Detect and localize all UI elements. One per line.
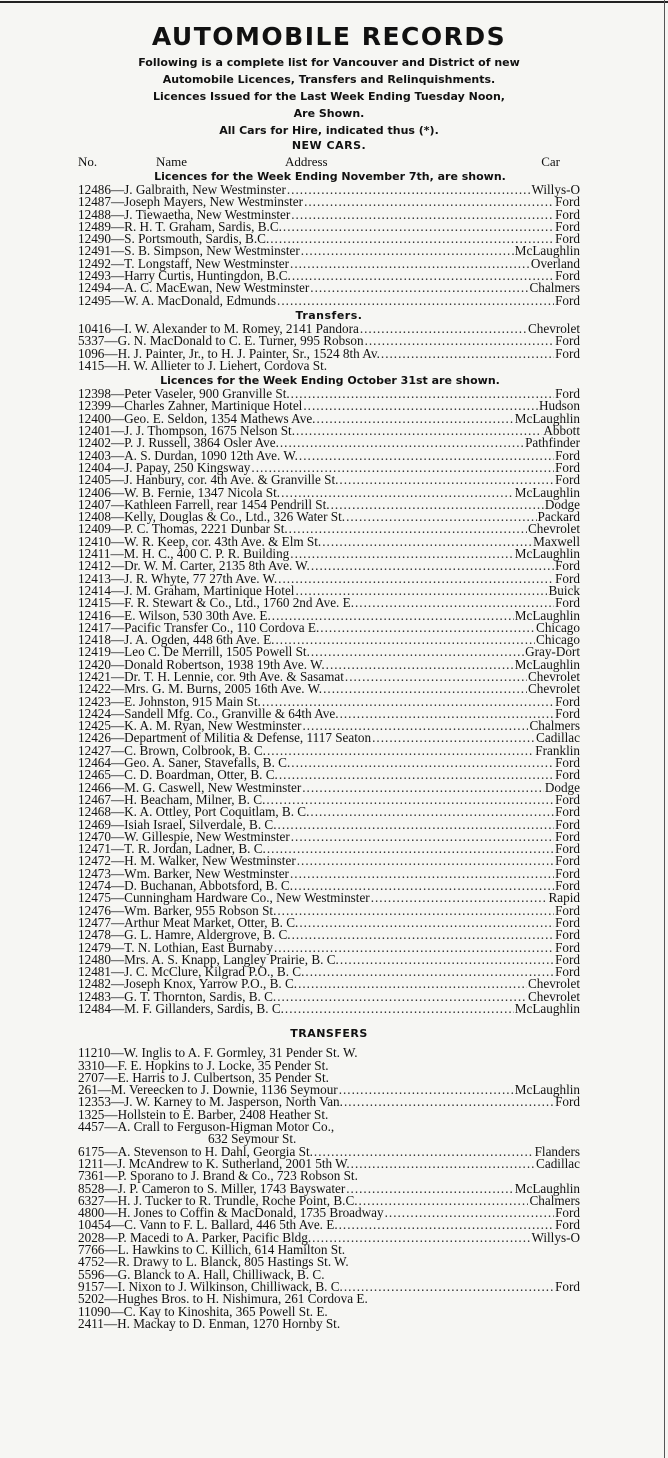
entry-car: Flanders xyxy=(534,1143,580,1159)
entry-text: 5202—Hughes Bros. to H. Nishimura, 261 Cordova E. xyxy=(78,1291,368,1307)
leader-dots xyxy=(283,221,554,233)
leader-dots xyxy=(340,954,554,966)
entry-car: Ford xyxy=(555,1094,580,1110)
leader-dots xyxy=(287,184,531,196)
entry-text: 12406—W. B. Fernie, 1347 Nicola St. xyxy=(78,484,281,500)
entry-text: 1211—J. McAndrew to K. Sutherland, 2001 5th W. xyxy=(78,1155,350,1171)
entry-car: Ford xyxy=(555,828,580,844)
col-name: Name xyxy=(156,154,188,169)
entry-text: 12464—Geo. A. Saner, Stavefalls, B. C. xyxy=(78,755,291,771)
entry-car: Chicago xyxy=(536,619,580,635)
entry-car: Buick xyxy=(548,582,580,598)
entry-text: 12493—Harry Curtis, Huntingdon, B.C. xyxy=(78,268,291,284)
leader-dots xyxy=(310,282,528,294)
leader-dots xyxy=(365,335,555,347)
entry-text: 12466—M. G. Caswell, New Westminster xyxy=(78,779,302,795)
intro-line: Following is a complete list for Vancouver and District of new xyxy=(138,56,520,69)
entry-car: Ford xyxy=(555,1278,580,1294)
entry-text: 12415—F. R. Stewart & Co., Ltd., 1760 2nd Ave. E. xyxy=(78,595,354,611)
week-oct31-heading: Licences for the Week Ending October 31st are shown. xyxy=(160,374,500,388)
entry-car: Ford xyxy=(555,755,580,771)
entry-text: 12494—A. C. MacEwan, New Westminster xyxy=(78,280,310,296)
leader-dots xyxy=(266,794,554,806)
leader-dots xyxy=(305,966,554,978)
intro-line: Automobile Licences, Transfers and Relinquishments. xyxy=(162,73,496,86)
entry-text: 12475—Cunningham Hardware Co., New Westminster xyxy=(78,890,370,906)
entry-text: 12424—Sandell Mfg. Co., Granville & 64th Ave. xyxy=(78,705,339,721)
entry-car: Ford xyxy=(555,939,580,955)
entry-car: McLaughlin xyxy=(514,243,580,259)
entry-text: 11090—C. Kay to Kinoshita, 365 Powell St. E. xyxy=(78,1303,328,1319)
entry-text: 12419—Leo C. De Merrill, 1505 Powell St. xyxy=(78,644,310,660)
entry-text: 12480—Mrs. A. S. Knapp, Langley Prairie, B. C. xyxy=(78,951,339,967)
entry-car: McLaughlin xyxy=(514,546,580,562)
entry-text: 4752—R. Drawy to L. Blanck, 805 Hastings St. W. xyxy=(78,1254,349,1270)
leader-dots xyxy=(351,1158,535,1170)
entry-car: Gray-Dort xyxy=(525,644,580,660)
list-item xyxy=(78,292,580,308)
leader-dots xyxy=(345,671,527,683)
entry-car: Chevrolet xyxy=(527,681,580,697)
list-item xyxy=(78,1121,580,1133)
leader-dots xyxy=(359,1195,529,1207)
entry-car: Ford xyxy=(555,333,580,349)
entry-text: 12412—Dr. W. M. Carter, 2135 8th Ave. W. xyxy=(78,558,310,574)
entry-car: Ford xyxy=(555,693,580,709)
entry-car: Chalmers xyxy=(529,718,580,734)
entry-text: 12416—E. Wilson, 530 30th Ave. E. xyxy=(78,607,271,623)
entry-text: 12481—J. C. McClure, Kilgrad P.O., B. C. xyxy=(78,964,305,980)
entry-car: Willys-O xyxy=(531,182,580,197)
entry-text: 12425—K. A. M. Ryan, New Westminster xyxy=(78,718,302,734)
leader-dots xyxy=(304,196,554,208)
entry-car: McLaughlin xyxy=(514,484,580,500)
leader-dots xyxy=(371,892,548,904)
entry-car: Ford xyxy=(555,386,580,402)
leader-dots xyxy=(301,245,514,257)
col-car: Car xyxy=(541,154,560,169)
entry-car: Ford xyxy=(555,1205,580,1221)
entry-car: Chevrolet xyxy=(527,976,580,992)
entry-text: 1096—H. J. Painter, Jr., to H. J. Painter, Sr., 1524 8th Av. xyxy=(78,345,380,361)
leader-dots xyxy=(316,413,513,425)
leader-dots xyxy=(310,806,554,818)
entry-text: 1325—Hollstein to E. Barber, 2408 Heather St. xyxy=(78,1106,329,1122)
entry-car: McLaughlin xyxy=(514,1180,580,1196)
entry-text: 12472—H. M. Walker, New Westminster xyxy=(78,853,296,869)
entry-text: 12404—J. Papay, 250 Kingsway xyxy=(78,459,251,475)
entry-text: 12468—K. A. Ottley, Port Coquitlam, B. C. xyxy=(78,804,310,820)
entry-text: 12492—T. Longstaff, New Westminster xyxy=(78,255,290,271)
entry-text: 12407—Kathleen Farrell, rear 1454 Pendrill St. xyxy=(78,496,330,512)
list-item xyxy=(78,357,580,373)
entry-text: 12418—J. A. Ogden, 448 6th Ave. E. xyxy=(78,632,275,648)
entry-text: 11210—W. Inglis to A. F. Gormley, 31 Pender St. W. xyxy=(78,1045,358,1061)
entry-car: Ford xyxy=(555,447,580,463)
leader-dots xyxy=(339,1219,554,1231)
entry-text: 6175—A. Stevenson to H. Dahl, Georgia St. xyxy=(78,1143,313,1159)
entry-car: Ford xyxy=(555,705,580,721)
entry-car: Ford xyxy=(555,878,580,894)
intro-line: All Cars for Hire, indicated thus (*). xyxy=(219,124,439,137)
entry-text: 12467—H. Beacham, Milner, B. C. xyxy=(78,791,266,807)
entry-car: Chevrolet xyxy=(527,988,580,1004)
leader-dots xyxy=(299,917,554,929)
leader-dots xyxy=(381,348,554,360)
leader-dots xyxy=(291,831,554,843)
col-no: No. xyxy=(78,154,98,169)
entry-car: Ford xyxy=(555,841,580,857)
leader-dots xyxy=(275,634,535,646)
entry-car: Rapid xyxy=(548,890,580,906)
oct31-list xyxy=(78,388,580,1015)
entry-text: 12408—Kelly, Douglas & Co., Ltd., 326 Water St. xyxy=(78,509,346,525)
entry-car: Ford xyxy=(555,292,580,308)
entry-text: 12413—J. R. Whyte, 77 27th Ave. W. xyxy=(78,570,278,586)
transfers-2-heading: TRANSFERS xyxy=(290,1027,368,1041)
entry-text: 12488—J. Tiewaetha, New Westminster xyxy=(78,206,291,222)
leader-dots xyxy=(285,1003,514,1015)
entry-car: Ford xyxy=(555,570,580,586)
entry-car: Pathfinder xyxy=(525,435,580,451)
week-nov7-heading: Licences for the Week Ending November 7th, are shown. xyxy=(154,170,506,183)
entry-text: 12422—Mrs. G. M. Burns, 2005 16th Ave. W. xyxy=(78,681,323,697)
leader-dots xyxy=(303,400,538,412)
leader-dots xyxy=(292,270,554,282)
entry-car: McLaughlin xyxy=(514,1001,580,1016)
leader-dots xyxy=(372,732,535,744)
entry-text: 5337—G. N. MacDonald to C. E. Turner, 995 Robson xyxy=(78,333,364,349)
leader-dots xyxy=(302,782,544,794)
leader-dots xyxy=(339,1084,514,1096)
entry-car: McLaughlin xyxy=(514,656,580,672)
leader-dots xyxy=(277,905,554,917)
entry-text: 6327—H. J. Tucker to R. Trundle, Roche Point, B.C. xyxy=(78,1192,358,1208)
new-cars-heading: NEW CARS. xyxy=(291,139,367,152)
entry-car: Ford xyxy=(555,902,580,918)
entry-car: Ford xyxy=(555,595,580,611)
entry-car: Cadillac xyxy=(536,1155,580,1171)
transfers-heading: Transfers. xyxy=(295,308,363,322)
entry-text: 10454—C. Vann to F. L. Ballard, 446 5th Ave. E. xyxy=(78,1217,338,1233)
leader-dots xyxy=(267,745,534,757)
leader-dots xyxy=(298,978,527,990)
leader-dots xyxy=(292,929,555,941)
transfers-1-list xyxy=(78,320,580,373)
leader-dots xyxy=(291,757,554,769)
entry-car: Maxwell xyxy=(533,533,580,549)
entry-text: 12420—Donald Robertson, 1938 19th Ave. W. xyxy=(78,656,325,672)
entry-car: Chicago xyxy=(536,632,580,648)
entry-text: 7361—P. Sporano to J. Brand & Co., 723 Robson St. xyxy=(78,1168,358,1184)
entry-text: 12482—Joseph Knox, Yarrow P.O., B. C. xyxy=(78,976,298,992)
leader-dots xyxy=(311,560,554,572)
leader-dots xyxy=(360,323,527,335)
entry-text: 12398—Peter Vaseler, 900 Granville St. xyxy=(78,386,290,402)
leader-dots xyxy=(267,843,554,855)
entry-text: 12490—S. Portsmouth, Sardis, B.C. xyxy=(78,231,270,247)
entry-text: 12477—Arthur Meat Market, Otter, B. C. xyxy=(78,914,299,930)
intro xyxy=(78,54,580,139)
nov7-list xyxy=(78,184,580,307)
entry-car: Ford xyxy=(555,1217,580,1233)
entry-text: 12479—T. N. Lothian, East Burnaby xyxy=(78,939,273,955)
entry-text: 1415—H. W. Allieter to J. Liehert, Cordova St. xyxy=(78,357,328,373)
entry-text: 12474—D. Buchanan, Abbotsford, B. C. xyxy=(78,878,294,894)
leader-dots xyxy=(291,388,554,400)
col-address: Address xyxy=(285,154,328,169)
entry-car: Ford xyxy=(555,927,580,943)
entry-text: 12401—J. J. Thompson, 1675 Nelson St. xyxy=(78,423,296,439)
entry-car: Ford xyxy=(555,791,580,807)
entry-car: Ford xyxy=(555,345,580,361)
leader-dots xyxy=(278,573,554,585)
entry-car: Chalmers xyxy=(529,1192,580,1208)
leader-dots xyxy=(290,548,514,560)
entry-car: Overland xyxy=(530,255,580,271)
entry-text: 12427—C. Brown, Colbrook, B. C. xyxy=(78,742,266,758)
leader-dots xyxy=(291,209,554,221)
leader-dots xyxy=(279,769,554,781)
entry-car: Ford xyxy=(555,268,580,284)
entry-car: Ford xyxy=(555,218,580,234)
leader-dots xyxy=(344,1096,554,1108)
top-rule xyxy=(0,1,668,3)
entry-car: Packard xyxy=(537,509,580,525)
entry-car: Ford xyxy=(555,472,580,488)
entry-text: 12405—J. Hanbury, cor. 4th Ave. & Granville St. xyxy=(78,472,339,488)
leader-dots xyxy=(278,819,555,831)
leader-dots xyxy=(277,991,527,1003)
entry-text: 12491—S. B. Simpson, New Westminster xyxy=(78,243,300,259)
entry-car: Ford xyxy=(555,804,580,820)
entry-text: 261—M. Vereecken to J. Downie, 1136 Seymour xyxy=(78,1082,338,1098)
entry-car: Chevrolet xyxy=(527,521,580,537)
entry-car: Ford xyxy=(555,964,580,980)
leader-dots xyxy=(311,646,524,658)
entry-car: Ford xyxy=(555,194,580,210)
leader-dots xyxy=(297,855,554,867)
entry-text: 4800—H. Jones to Coffin & MacDonald, 1735 Broadway xyxy=(78,1205,384,1221)
entry-text: 12411—M. H. C., 400 C. P. R. Building xyxy=(78,546,290,562)
entry-car: Chevrolet xyxy=(527,668,580,684)
entry-car: Franklin xyxy=(535,742,580,758)
list-item xyxy=(78,1315,580,1331)
leader-dots xyxy=(385,1207,554,1219)
leader-dots xyxy=(299,450,554,462)
page-title: AUTOMOBILE RECORDS xyxy=(151,22,507,51)
entry-text: 12487—Joseph Mayers, New Westminster xyxy=(78,194,304,210)
entry-text: 2707—E. Harris to J. Culbertson, 35 Pender St. xyxy=(78,1069,329,1085)
entry-text: 12476—Wm. Barker, 955 Robson St. xyxy=(78,902,277,918)
leader-dots xyxy=(326,659,514,671)
entry-text: 12414—J. M. Graham, Martinique Hotel xyxy=(78,582,295,598)
leader-dots xyxy=(346,1183,514,1195)
entry-text: 12417—Pacific Transfer Co., 110 Cordova E. xyxy=(78,619,320,635)
leader-dots xyxy=(296,425,542,437)
entry-car: Chevrolet xyxy=(527,320,580,336)
entry-car: McLaughlin xyxy=(514,607,580,623)
column-headers xyxy=(78,154,580,169)
entry-text: 12353—J. W. Karney to M. Jasperson, North Van. xyxy=(78,1094,343,1110)
entry-text: 12489—R. H. T. Graham, Sardis, B.C. xyxy=(78,218,282,234)
entry-text: 12421—Dr. T. H. Lennie, cor. 9th Ave. & Sasamat xyxy=(78,668,344,684)
right-rule xyxy=(664,0,665,1458)
entry-text: 12469—Isiah Israel, Silverdale, B. C. xyxy=(78,816,277,832)
entry-text: 3310—F. E. Hopkins to J. Locke, 35 Pender St. xyxy=(78,1057,329,1073)
entry-car: Ford xyxy=(555,558,580,574)
entry-car: Ford xyxy=(555,951,580,967)
entry-text: 12403—A. S. Durdan, 1090 12th Ave. W. xyxy=(78,447,298,463)
entry-car: Willys-O xyxy=(531,1229,580,1245)
entry-text: 12410—W. R. Keep, cor. 43th Ave. & Elm St. xyxy=(78,533,322,549)
entry-car: Ford xyxy=(555,206,580,222)
entry-text: 2411—H. Mackay to D. Enman, 1270 Hornby St. xyxy=(78,1315,341,1331)
leader-dots xyxy=(290,868,554,880)
leader-dots xyxy=(344,1281,554,1293)
entry-text: 12483—G. T. Thornton, Sardis, B. C. xyxy=(78,988,277,1004)
entry-text: 9157—I. Nixon to J. Wilkinson, Chilliwack, B. C. xyxy=(78,1278,343,1294)
entry-car: Ford xyxy=(555,459,580,475)
leader-dots xyxy=(340,708,555,720)
entry-text: 12465—C. D. Boardman, Otter, B. C. xyxy=(78,767,278,783)
entry-text: 4457—A. Crall to Ferguson-Higman Motor Co., xyxy=(78,1119,335,1135)
entry-text: 12399—Charles Zahner, Martinique Hotel xyxy=(78,398,303,414)
leader-dots xyxy=(290,258,530,270)
entry-car: Dodge xyxy=(544,496,580,512)
entry-text: 12484—M. F. Gillanders, Sardis, B. C. xyxy=(78,1001,284,1016)
entry-text: 12486—J. Galbraith, New Westminster xyxy=(78,182,286,197)
entry-text: 2028—P. Macedi to A. Parker, Pacific Bldg. xyxy=(78,1229,312,1245)
entry-car: Ford xyxy=(555,816,580,832)
leader-dots xyxy=(320,622,535,634)
entry-car: McLaughlin xyxy=(514,410,580,426)
entry-car: Ford xyxy=(555,865,580,881)
entry-car: Chalmers xyxy=(529,280,580,296)
intro-line: Are Shown. xyxy=(293,107,365,120)
leader-dots xyxy=(331,499,544,511)
leader-dots xyxy=(270,233,554,245)
transfers-2-list xyxy=(78,1047,580,1330)
leader-dots xyxy=(289,523,527,535)
entry-text: 5596—G. Blanck to A. Hall, Chilliwack, B. C. xyxy=(78,1266,325,1282)
entry-text: 632 Seymour St. xyxy=(208,1131,297,1147)
entry-car: Hudson xyxy=(538,398,580,414)
entry-car: Ford xyxy=(555,231,580,247)
entry-text: 12423—E. Johnston, 915 Main St. xyxy=(78,693,261,709)
leader-dots xyxy=(322,536,532,548)
entry-car: Dodge xyxy=(544,779,580,795)
entry-text: 12478—G. L. Hamre, Aldergrove, B. C. xyxy=(78,927,291,943)
entry-text: 10416—I. W. Alexander to M. Romey, 2141 Pandora xyxy=(78,320,359,336)
entry-car: Cadillac xyxy=(536,730,580,746)
entry-text: 12470—W. Gillespie, New Westminster xyxy=(78,828,290,844)
entry-car: Ford xyxy=(555,767,580,783)
entry-text: 12409—P. C. Thomas, 2221 Dunbar St. xyxy=(78,521,288,537)
entry-text: 12402—P. J. Russell, 3864 Osler Ave. xyxy=(78,435,279,451)
entry-text: 12400—Geo. E. Seldon, 1354 Mathews Ave. xyxy=(78,410,316,426)
entry-text: 8528—J. P. Cameron to S. Miller, 1743 Bayswater xyxy=(78,1180,346,1196)
entry-car: Ford xyxy=(555,853,580,869)
list-item xyxy=(78,1003,580,1015)
entry-car: McLaughlin xyxy=(514,1082,580,1098)
entry-car: Abbott xyxy=(543,423,580,439)
leader-dots xyxy=(280,437,524,449)
entry-text: 12471—T. R. Jordan, Ladner, B. C. xyxy=(78,841,266,857)
entry-text: 12426—Department of Militia & Defense, 1117 Seaton xyxy=(78,730,372,746)
leader-dots xyxy=(346,511,536,523)
entry-text: 7766—L. Hawkins to C. Killich, 614 Hamilton St. xyxy=(78,1242,346,1258)
leader-dots xyxy=(277,295,554,307)
entry-car: Ford xyxy=(555,914,580,930)
entry-text: 12495—W. A. MacDonald, Edmunds xyxy=(78,292,277,308)
entry-text: 12473—Wm. Barker, New Westminster xyxy=(78,865,289,881)
leader-dots xyxy=(323,683,527,695)
intro-line: Licences Issued for the Last Week Ending Tuesday Noon, xyxy=(153,90,505,103)
